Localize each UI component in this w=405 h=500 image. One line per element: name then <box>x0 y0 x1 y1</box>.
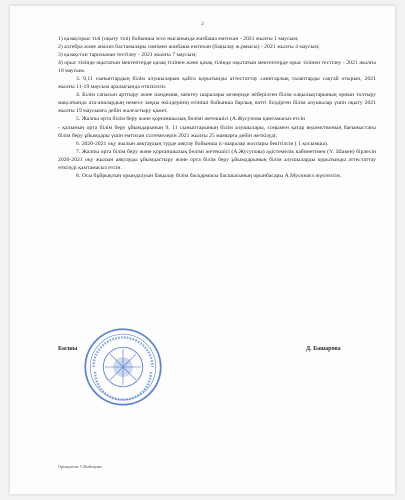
paragraph-item-2: 2) алгебра және анализ бастамалары пәнімен жазбаша емтихан (бақылау ж.рмысы) - 2021 жылғы 4 маусым; <box>58 44 320 51</box>
page-number: 2 <box>201 22 204 27</box>
paragraph-clause-8: 8. Осы бұйрықтың орындалуын бақылау білім басқармасы басшысының орынбасары А.Мусинаға жүктелсін. <box>76 172 342 179</box>
paragraph-clause-5-detail: - қалының орта білім беру ұйымдарының 9, 11 сыныптарының білім алушылары, соңымен қатар ведомствоның бағыныстағы білім беру ұйымдары үшін емтихан сілтемелерін 2021 жылғы 25 мамырға дейін жеткізуді; <box>58 124 376 139</box>
paragraph-clause-3: 3. 9,11 сыныптардың білім алушыларын қайта қорытынды аттестаттау санитарлық талаптарды сақтай отырып, 2021 жылғы 11-19 маусым аралығында өткізілсін. <box>58 76 376 91</box>
signatory-name: Д. Башарова <box>306 346 341 352</box>
paragraph-clause-7: 7. Жалпы орта білім беру және қорғаншылық бөлімі жетекшісі (А.Жусупова) әдістемелік кабинетімен (Ү. Шакен) бірлесін 2020-2021 оқу жылын аяқтауды ұйымдастыру және орта білім беру ұйымдарының білім алушыларды қорытынды аттестаттау өткізуді қамтамасыз етсін. <box>58 148 376 171</box>
document-body <box>58 35 376 180</box>
paragraph-clause-5: 5. Жалпы орта білім беру және қорғаншылық бөлімі жетекшісі (А.Жусупова қамтамасыз етсін <box>76 116 306 123</box>
official-seal-icon <box>82 326 164 408</box>
paragraph-item-1: 1) қазақ/орыс тілі (оқыту тілі) бойынша эссе нысанында жазбаша емтихан - 2021 жылғы 1 маусым; <box>58 36 299 42</box>
document-page <box>10 6 395 494</box>
paragraph-item-3: 3) қазақстан тарихынан тестілеу - 2021 жылғы 7 маусым; <box>58 52 197 59</box>
paragraph-clause-4: 4. Білім сапасын арттыру және пандемия, шектеу шаралары кезеңінде жіберілген білім олқылықтарының орнын толтыру мақсатында ата-аналардың немесе заңды өкілдерінің өтініші бойынша барлық нәтті білдірген білім алушылар үшін оқыту 2021 жылғы 19 маусымға дейін жалғастыру қажет. <box>58 92 376 115</box>
signatory-title: Басшы <box>58 346 78 352</box>
performer-note: Орындаған: Г.Жайлаумн <box>58 464 102 469</box>
paragraph-item-4: 4) орыс тілінде оқытатын мектептерде қазақ тілінен және қазақ тілінде оқытатын мектептерде орыс тілінен тестілеу - 2021 жылғы 10 маусым. <box>58 60 376 75</box>
paragraph-clause-6: 6. 2020-2021 оқу жылын аяқтаудың түрде аяқтау бойынша іс-шаралар жоспары бекітілсін ( 1 қосымша). <box>76 140 329 147</box>
